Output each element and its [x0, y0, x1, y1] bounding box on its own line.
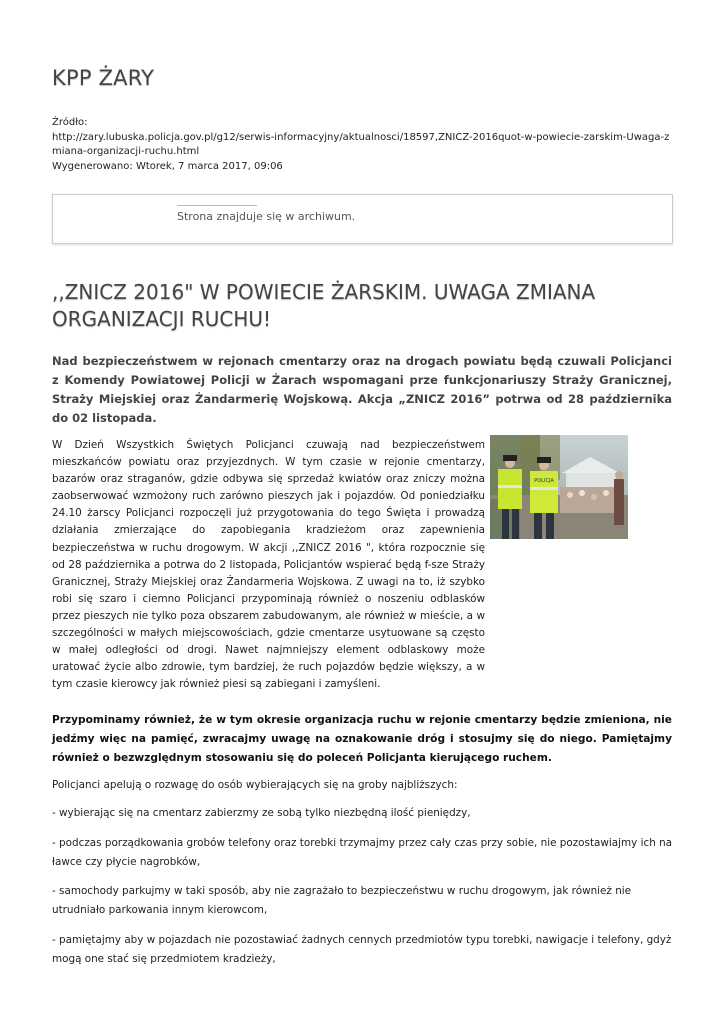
- archive-divider: [177, 205, 257, 206]
- article-lead: Nad bezpieczeństwem w rejonach cmentarzy oraz na drogach powiatu będą czuwali Policjanci z Komendy Powiatowej Policji w Żarach wspomagani prze funkcjonariuszy Straży Granicznej, Straży Miejskiej oraz Żandarmerię Wojskową. Akcja „ZNICZ 2016” potrwa od 28 października do 02 listopada.: [52, 354, 672, 425]
- tip-item: - wybierając się na cmentarz zabierzmy ze sobą tylko niezbędną ilość pieniędzy,: [52, 807, 471, 819]
- archive-notice: Strona znajduje się w archiwum.: [177, 210, 356, 223]
- article-photo: [490, 435, 628, 539]
- document-meta: [52, 116, 674, 174]
- tip-item: - samochody parkujmy w taki sposób, aby nie zagrażało to bezpieczeństwu w ruchu drogowym, jak również nie utrudniało parkowania innym kierowcom,: [52, 885, 632, 916]
- tip-item: - podczas porządkowania grobów telefony oraz torebki trzymajmy przez cały czas przy sobie, nie pozostawiajmy ich na ławce czy płycie nagrobków,: [52, 837, 673, 868]
- tip-item: - pamiętajmy aby w pojazdach nie pozostawiać żadnych cennych przedmiotów typu torebki, nawigacje i telefony, gdyż mogą one stać się przedmiotem kradzieży,: [52, 934, 672, 965]
- article-title: ,,ZNICZ 2016" W POWIECIE ŻARSKIM. UWAGA ZMIANA ORGANIZACJI RUCHU!: [52, 280, 596, 331]
- appeal-paragraph: Policjanci apelują o rozwagę do osób wybierających się na groby najbliższych:: [52, 779, 458, 791]
- source-url[interactable]: http://zary.lubuska.policja.gov.pl/g12/serwis-informacyjny/aktualnosci/18597,ZNICZ-2016quot-w-powiecie-zarskim-Uwaga-zmiana-organizacji-ruchu.html: [52, 131, 670, 158]
- source-label: Źródło:: [52, 117, 88, 128]
- site-title: KPP ŻARY: [52, 66, 155, 90]
- generated-date: Wygenerowano: Wtorek, 7 marca 2017, 09:06: [52, 160, 283, 172]
- reminder-paragraph: Przypominamy również, że w tym okresie organizacja ruchu w rejonie cmentarzy będzie zmieniona, nie jedźmy więc na pamięć, zwracajmy uwagę na oznakowanie dróg i stosujmy się do niego. Pamiętajmy również o bezwzględnym stosowaniu się do poleceń Policjanta kierującego ruchem.: [52, 714, 672, 764]
- article-body: W Dzień Wszystkich Świętych Policjanci czuwają nad bezpieczeństwem mieszkańców powiatu oraz przyjezdnych. W tym czasie w rejonie cmentarzy, bazarów oraz straganów, gdzie odbywa się sprzedaż kwiatów oraz zniczy można zaobserwować wzmożony ruch zarówno pieszych jak i pojazdów. Od poniedziałku 24.10 żarscy Policjanci rozpoczęli już przygotowania do tego Święta i prowadzą działania zmierzające do zapobiegania kradzieżom oraz zapewnienia bezpieczeństwa w ruchu drogowym. W akcji ,,ZNICZ 2016 ", która rozpocznie się od 28 października a potrwa do 2 listopada, Policjantów wspierać będą f-sze Straży Granicznej, Straży Miejskiej oraz Żandarmeria Wojskowa. Z uwagi na to, iż szybko robi się szaro i ciemno Policjanci przypominają również o noszeniu odblasków przez pieszych nie tylko poza obszarem zabudowanym, ale również w mieście, a w szczególności w małych miejscowościach, gdzie cmentarze usytuowane są często w małej odległości od drogi. Nawet najmniejszy element odblaskowy może uratować życie albo zdrowie, tym bardziej, że ruch pojazdów będzie większy, a w tym czasie kierowcy jak również piesi są zabiegani i zamyśleni.: [52, 439, 485, 691]
- archive-notice-box: [52, 194, 673, 244]
- photo-vest-label: POLICJA: [534, 478, 554, 484]
